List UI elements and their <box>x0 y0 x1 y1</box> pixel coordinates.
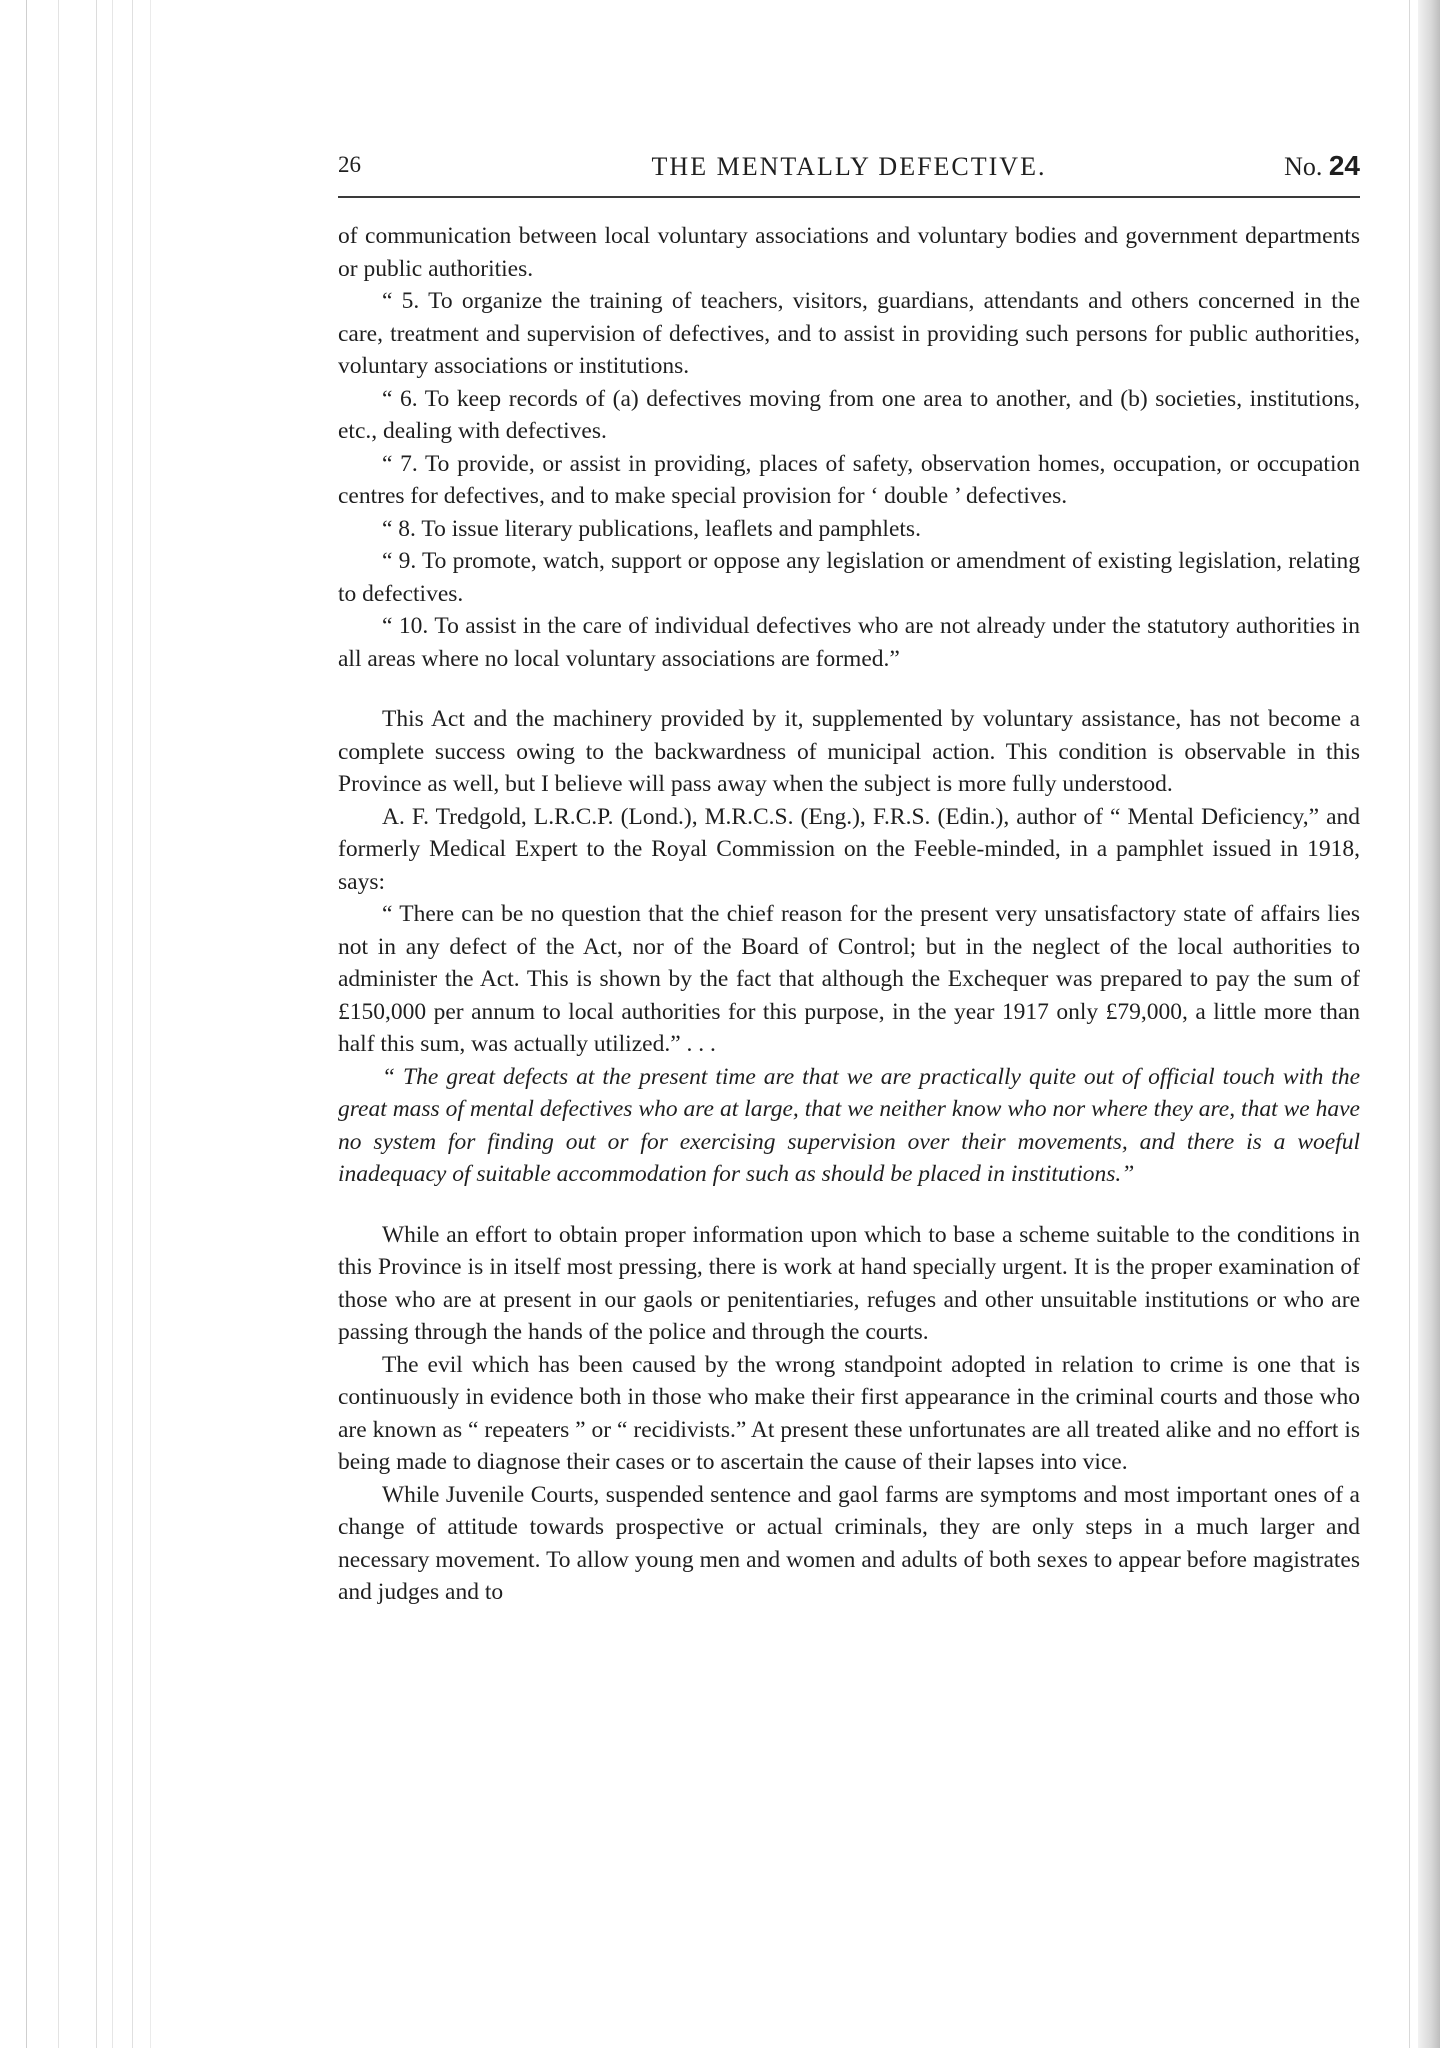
page-edge <box>58 0 59 2048</box>
paragraph: The evil which has been caused by the wrong standpoint adopted in relation to crime is one that is continuously in evidence both in those who make their first appearance in the criminal courts and those who are known as “ repeaters ” or “ recidivists.” At present these unfortunates are all treated alike and no effort is being made to diagnose their cases or to ascertain the cause of their lapses into vice. <box>338 1351 1360 1475</box>
document-page <box>338 148 1360 1609</box>
page-number: 26 <box>338 152 361 177</box>
book-spine <box>1418 0 1440 2048</box>
page-edge <box>112 0 113 2048</box>
issue-prefix: No. <box>1284 152 1323 181</box>
paragraph: While Juvenile Courts, suspended sentence and gaol farms are symptoms and most important ones of a change of attitude towards prospective or actual criminals, they are only steps in a much larger and necessary movement. To allow young men and women and adults of both sexes to appear before magistrates and judges and to <box>338 1481 1360 1605</box>
page-edge <box>150 0 151 2048</box>
list-item-10: “ 10. To assist in the care of individual defectives who are not already under the statutory authorities in all areas where no local voluntary associations are formed.” <box>338 613 1360 672</box>
page-gutter <box>1409 0 1410 2048</box>
list-item-7: “ 7. To provide, or assist in providing, places of safety, observation homes, occupation, or occupation centres for defectives, and to make special provision for ‘ double ’ defectives. <box>338 450 1360 509</box>
paragraph: of communication between local voluntary associations and voluntary bodies and government departments or public authorities. <box>338 223 1360 282</box>
block-quote-italic: “ The great defects at the present time are that we are practically quite out of official touch with the great mass of mental defectives who are at large, that we neither know who nor where they are, that we have no system for finding out or for exercising supervision over their movements, and there is a woeful inadequacy of suitable accommodation for such as should be placed in institutions.” <box>338 1063 1360 1187</box>
list-item-8: “ 8. To issue literary publications, leaflets and pamphlets. <box>382 515 921 542</box>
page-edge <box>96 0 97 2048</box>
issue-number-value: 24 <box>1328 150 1360 181</box>
list-item-6: “ 6. To keep records of (a) defectives moving from one area to another, and (b) societies, institutions, etc., dealing with defectives. <box>338 385 1360 444</box>
paragraph: A. F. Tredgold, L.R.C.P. (Lond.), M.R.C.S. (Eng.), F.R.S. (Edin.), author of “ Mental Deficiency,” and formerly Medical Expert to the Royal Commission on the Feeble-minded, in a pamphlet issued in 1918, says: <box>338 803 1360 895</box>
running-header <box>338 148 1360 198</box>
body-text <box>338 220 1360 1609</box>
paragraph: While an effort to obtain proper information upon which to base a scheme suitable to the conditions in this Province is in itself most pressing, there is work at hand specially urgent. It is the proper examination of those who are at present in our gaols or penitentiaries, refuges and other unsuitable institutions or who are passing through the hands of the police and through the courts. <box>338 1221 1360 1345</box>
issue-number <box>1284 150 1360 182</box>
paragraph: This Act and the machinery provided by it, supplemented by voluntary assistance, has not become a complete success owing to the backwardness of municipal action. This condition is observable in this Province as well, but I believe will pass away when the subject is more fully understood. <box>338 706 1360 797</box>
list-item-9: “ 9. To promote, watch, support or oppose any legislation or amendment of existing legislation, relating to defectives. <box>338 548 1360 607</box>
block-quote: “ There can be no question that the chief reason for the present very unsatisfactory state of affairs lies not in any defect of the Act, nor of the Board of Control; but in the neglect of the local authorities to administer the Act. This is shown by the fact that although the Exchequer was prepared to pay the sum of £150,000 per annum to local authorities for this purpose, in the year 1917 only £79,000, a little more than half this sum, was actually utilized.” . . . <box>338 901 1360 1057</box>
page-edge <box>26 0 27 2048</box>
page-edge <box>132 0 133 2048</box>
list-item-5: “ 5. To organize the training of teachers, visitors, guardians, attendants and others concerned in the care, treatment and supervision of defectives, and to assist in providing such persons for public authorities, voluntary associations or institutions. <box>338 288 1360 379</box>
running-title: THE MENTALLY DEFECTIVE. <box>651 152 1047 181</box>
